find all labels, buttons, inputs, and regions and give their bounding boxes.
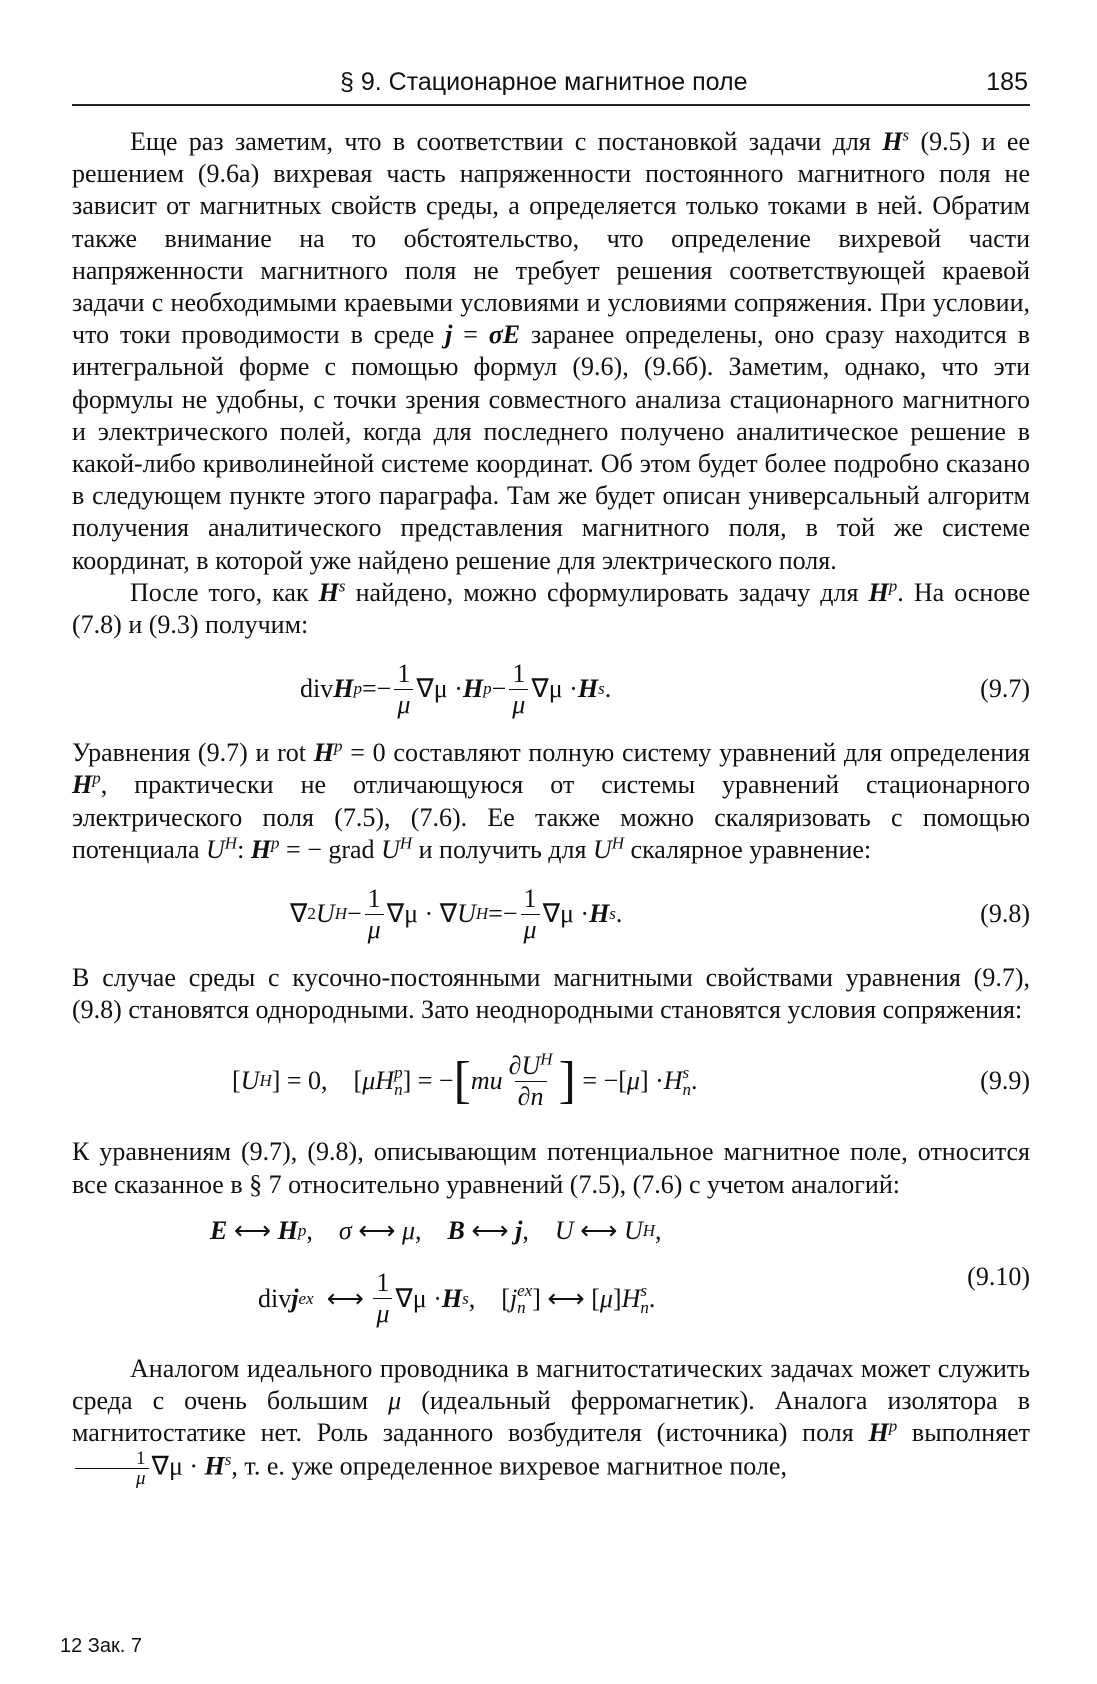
body-text [72, 126, 1030, 1488]
paragraph-5: К уравнениям (9.7), (9.8), описывающим потенциальное магнитное поле, относится все сказанное в § 7 относительно уравнений (7.5), (7.6) с учетом аналогий: [72, 1137, 1030, 1199]
running-header [72, 66, 1030, 106]
equation-number: (9.7) [980, 674, 1030, 704]
equation-9-7: div H p = − $\frac{1}{\mu}$ ∇μ · H p − $\frac{1}{\mu}$ ∇μ · H s . (9.7) [72, 643, 1030, 735]
paragraph-3: Уравнения (9.7) и rot $H^p = 0$ составляют полную систему уравнений для определения $H^p$, практически не отличающуюся от системы уравнений стационарного электрического поля (7.5), (7.6). Ее также можно скаляризовать с помощью потенциала $U^H$: $H^p$ = − grad $U^H$ и получить для $U^H$ скалярное уравнение: [72, 736, 1030, 864]
equation-9-9: [ U H ] = 0, [ μ H p n ] = − [ mu $\frac{\partial U^H}{\partial n}$ ] = −[ μ ] · H s n . (9.9) [72, 1028, 1030, 1134]
paragraph-1: Еще раз заметим, что в соответствии с постановкой задачи для $H^s$ (9.5) и ее решением (9.6а) вихревая часть напряженности постоянного магнитного поля не зависит от магнитных свойств среды, а определяется только токами в ней. Обратим также внимание на то обстоятельство, что определение вихревой части напряженности магнитного поля не требует решения соответствующей краевой задачи с необходимыми краевыми условиями и условиями сопряжения. При условии, что токи проводимости в среде j = σE заранее определены, оно сразу находится в интегральной форме с помощью формул (9.6), (9.6б). Заметим, однако, что эти формулы не удобны, с точки зрения совместного анализа стационарного магнитного и электрического полей, когда для последнего получено аналитическое решение в какой-либо криволинейной системе координат. Об этом будет более подробно сказано в следующем пункте этого параграфа. Там же будет описан универсальный алгоритм получения аналитического представления магнитного поля, в той же системе координат, в которой уже найдено решение для электрического поля. [72, 125, 1030, 575]
chapter-title: § 9. Стационарное магнитное поле [340, 68, 748, 96]
equation-number: (9.8) [980, 898, 1030, 928]
page-number: 185 [986, 68, 1028, 96]
paragraph-4: В случае среды с кусочно-постоянными магнитными свойствами уравнения (9.7), (9.8) становятся однородными. Зато неоднородными становятся условия сопряжения: [72, 963, 1030, 1025]
paragraph-6: Аналогом идеального проводника в магнитостатических задачах может служить среда с очень большим μ (идеальный ферромагнетик). Аналога изолятора в магнитостатике нет. Роль заданного возбудителя (источника) поля $H^p$ выполняет $\frac{1}{\mu}$ $\nabla\mu \cdot H^s$, т. е. уже определенное вихревое магнитное поле, [72, 1353, 1031, 1490]
signature-mark: 12 Зак. 7 [60, 1635, 142, 1657]
equation-number: (9.9) [980, 1066, 1030, 1096]
equation-9-8: ∇ 2 U H − $\frac{1}{\mu}$ ∇μ · ∇ U H = − $\frac{1}{\mu}$ ∇μ · H s . (9.8) [72, 868, 1030, 960]
equation-number: (9.10) [967, 1261, 1030, 1291]
equation-9-10: E ⟷ H p , σ ⟷ μ , B ⟷ j , U ⟷ U H , div j ex ⟷ $\frac{1}{\mu}$ ∇μ · H s , [ j ex n ] ⟷ [ μ ] H s n . (9.10) [72, 1203, 1030, 1351]
paragraph-2: После того, как $H^s$ найдено, можно сформулировать задачу для $H^p$. На основе (7.8) и (9.3) получим: [72, 576, 1030, 640]
